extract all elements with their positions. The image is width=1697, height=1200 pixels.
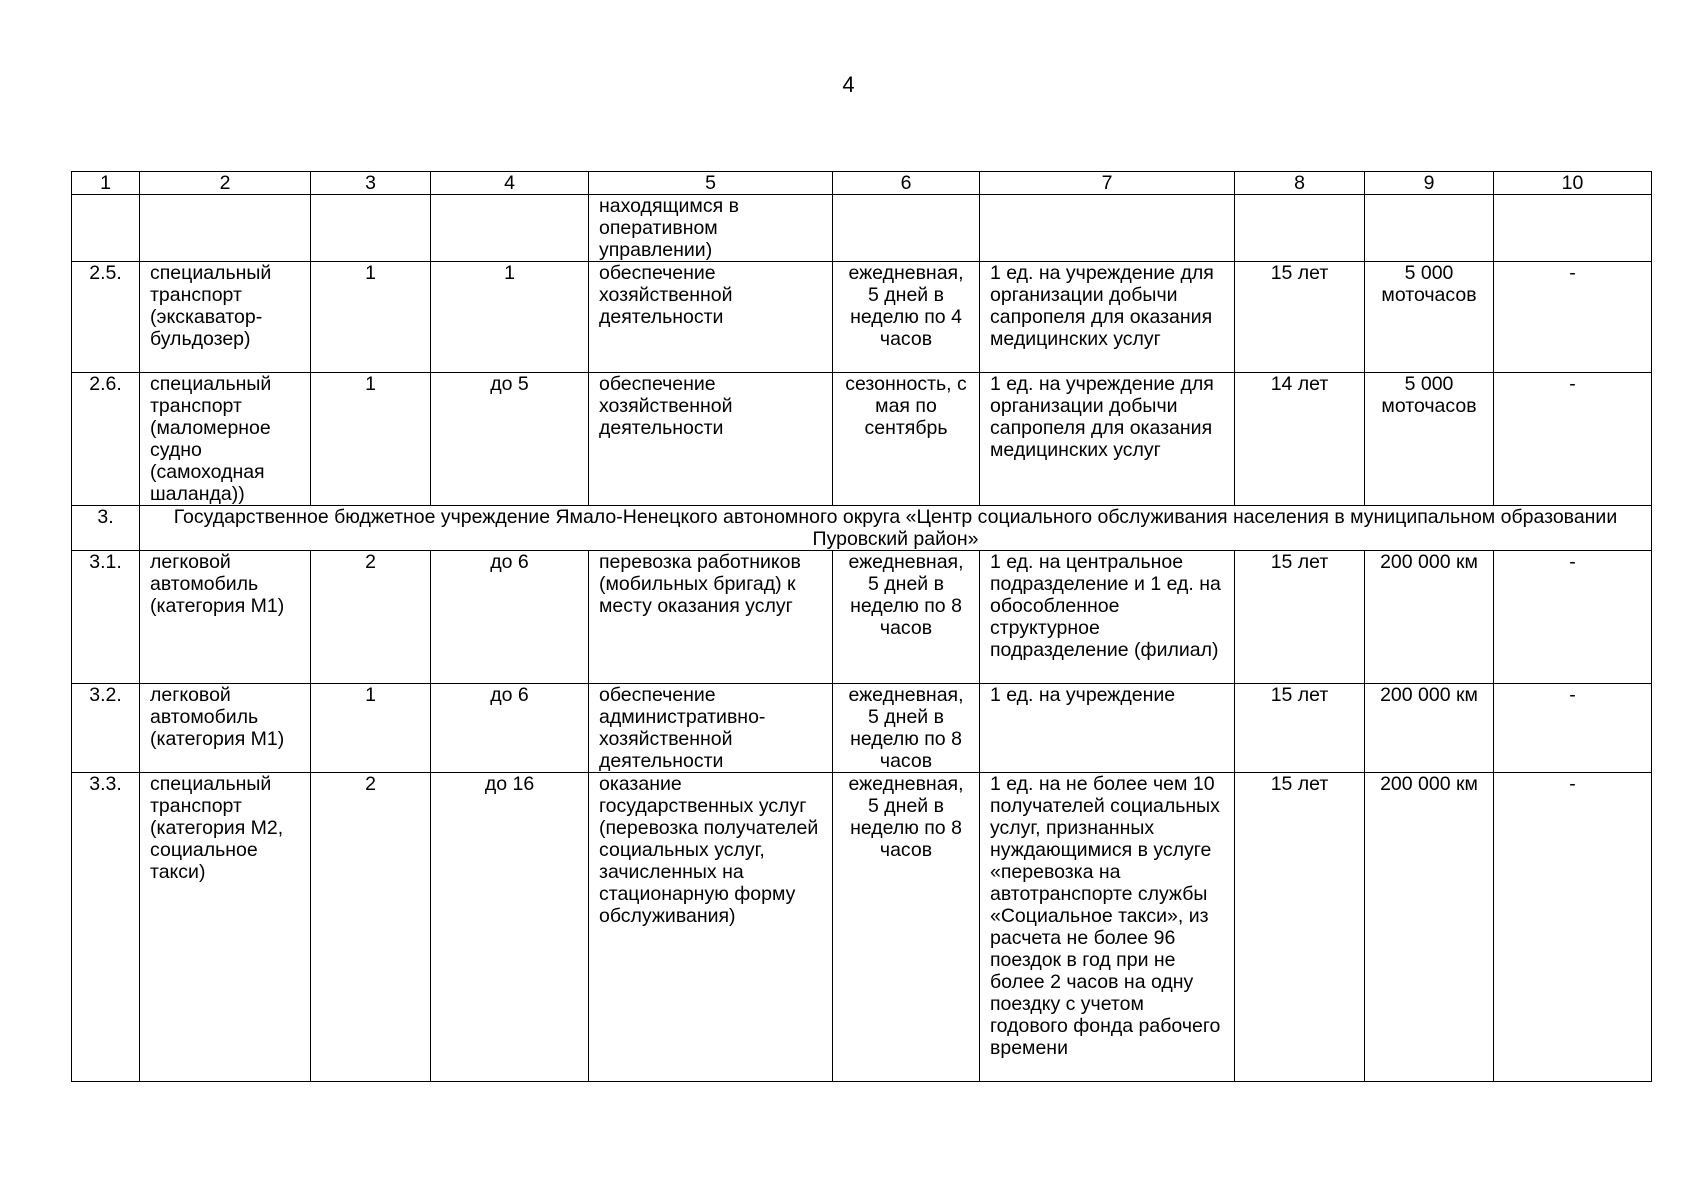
purpose: перевозка работников (мобильных бригад) к месту оказания услуг bbox=[589, 551, 833, 684]
purpose: оказание государственных услуг (перевозка получателей социальных услуг, зачисленных на стационарную форму обслуживания) bbox=[589, 773, 833, 1082]
service-term: 15 лет bbox=[1235, 773, 1365, 1082]
row-number: 2.6. bbox=[72, 373, 140, 506]
mileage: 200 000 км bbox=[1365, 684, 1494, 773]
section-number: 3. bbox=[72, 506, 140, 551]
table-cell bbox=[140, 195, 311, 262]
column-header: 4 bbox=[431, 172, 589, 195]
table-row bbox=[72, 773, 1652, 1082]
column-header: 9 bbox=[1365, 172, 1494, 195]
vehicle-norms-table bbox=[71, 171, 1652, 1082]
row-number: 3.3. bbox=[72, 773, 140, 1082]
vehicle-count: 1 bbox=[311, 373, 431, 506]
table-row bbox=[72, 373, 1652, 506]
vehicle-count: 1 bbox=[311, 684, 431, 773]
table-cell bbox=[1494, 195, 1652, 262]
section-row bbox=[72, 506, 1652, 551]
column-header: 6 bbox=[833, 172, 980, 195]
table-cell bbox=[833, 195, 980, 262]
operation-mode: ежедневная, 5 дней в неделю по 8 часов bbox=[833, 773, 980, 1082]
column-header: 1 bbox=[72, 172, 140, 195]
column-header: 5 bbox=[589, 172, 833, 195]
mileage: 5 000 моточасов bbox=[1365, 373, 1494, 506]
table-row-continuation bbox=[72, 195, 1652, 262]
table-row bbox=[72, 684, 1652, 773]
table-cell bbox=[1235, 195, 1365, 262]
vehicle-count: 2 bbox=[311, 551, 431, 684]
seats: до 16 bbox=[431, 773, 589, 1082]
header-row bbox=[72, 172, 1652, 195]
seats: до 6 bbox=[431, 684, 589, 773]
vehicle-type: специальный транспорт (маломерное судно (самоходная шаланда)) bbox=[140, 373, 311, 506]
vehicle-type: специальный транспорт (категория М2, социальное такси) bbox=[140, 773, 311, 1082]
operation-mode: ежедневная, 5 дней в неделю по 8 часов bbox=[833, 684, 980, 773]
table-cell bbox=[311, 195, 431, 262]
service-term: 15 лет bbox=[1235, 684, 1365, 773]
vehicle-type: легковой автомобиль (категория М1) bbox=[140, 684, 311, 773]
purpose-cell: находящимся в оперативном управлении) bbox=[589, 195, 833, 262]
purpose: обеспечение хозяйственной деятельности bbox=[589, 262, 833, 373]
purpose: обеспечение хозяйственной деятельности bbox=[589, 373, 833, 506]
seats: до 5 bbox=[431, 373, 589, 506]
col10-value: - bbox=[1494, 262, 1652, 373]
table-cell bbox=[72, 195, 140, 262]
row-number: 3.1. bbox=[72, 551, 140, 684]
col10-value: - bbox=[1494, 373, 1652, 506]
row-number: 2.5. bbox=[72, 262, 140, 373]
service-term: 14 лет bbox=[1235, 373, 1365, 506]
row-number: 3.2. bbox=[72, 684, 140, 773]
table-row bbox=[72, 551, 1652, 684]
purpose: обеспечение административно-хозяйственной деятельности bbox=[589, 684, 833, 773]
norm: 1 ед. на учреждение для организации добычи сапропеля для оказания медицинских услуг bbox=[980, 262, 1235, 373]
seats: 1 bbox=[431, 262, 589, 373]
column-header: 3 bbox=[311, 172, 431, 195]
vehicle-type: специальный транспорт (экскаватор-бульдозер) bbox=[140, 262, 311, 373]
table-cell bbox=[980, 195, 1235, 262]
service-term: 15 лет bbox=[1235, 262, 1365, 373]
operation-mode: ежедневная, 5 дней в неделю по 8 часов bbox=[833, 551, 980, 684]
norm: 1 ед. на учреждение bbox=[980, 684, 1235, 773]
table-cell bbox=[1365, 195, 1494, 262]
table-row bbox=[72, 262, 1652, 373]
section-title: Государственное бюджетное учреждение Ямало-Ненецкого автономного округа «Центр социального обслуживания населения в муниципальном образовании Пуровский район» bbox=[140, 506, 1652, 551]
vehicle-type: легковой автомобиль (категория М1) bbox=[140, 551, 311, 684]
col10-value: - bbox=[1494, 551, 1652, 684]
service-term: 15 лет bbox=[1235, 551, 1365, 684]
mileage: 5 000 моточасов bbox=[1365, 262, 1494, 373]
operation-mode: сезонность, с мая по сентябрь bbox=[833, 373, 980, 506]
column-header: 2 bbox=[140, 172, 311, 195]
page-number: 4 bbox=[842, 72, 855, 97]
col10-value: - bbox=[1494, 773, 1652, 1082]
norm: 1 ед. на не более чем 10 получателей социальных услуг, признанных нуждающимися в услуге «перевозка на автотранспорте службы «Социальное такси», из расчета не более 96 поездок в год при не более 2 часов на одну поездку с учетом годового фонда рабочего времени bbox=[980, 773, 1235, 1082]
vehicle-count: 1 bbox=[311, 262, 431, 373]
mileage: 200 000 км bbox=[1365, 551, 1494, 684]
table-cell bbox=[431, 195, 589, 262]
operation-mode: ежедневная, 5 дней в неделю по 4 часов bbox=[833, 262, 980, 373]
column-header: 8 bbox=[1235, 172, 1365, 195]
mileage: 200 000 км bbox=[1365, 773, 1494, 1082]
vehicle-count: 2 bbox=[311, 773, 431, 1082]
column-header: 7 bbox=[980, 172, 1235, 195]
norm: 1 ед. на центральное подразделение и 1 ед. на обособленное структурное подразделение (филиал) bbox=[980, 551, 1235, 684]
column-header: 10 bbox=[1494, 172, 1652, 195]
norm: 1 ед. на учреждение для организации добычи сапропеля для оказания медицинских услуг bbox=[980, 373, 1235, 506]
col10-value: - bbox=[1494, 684, 1652, 773]
seats: до 6 bbox=[431, 551, 589, 684]
